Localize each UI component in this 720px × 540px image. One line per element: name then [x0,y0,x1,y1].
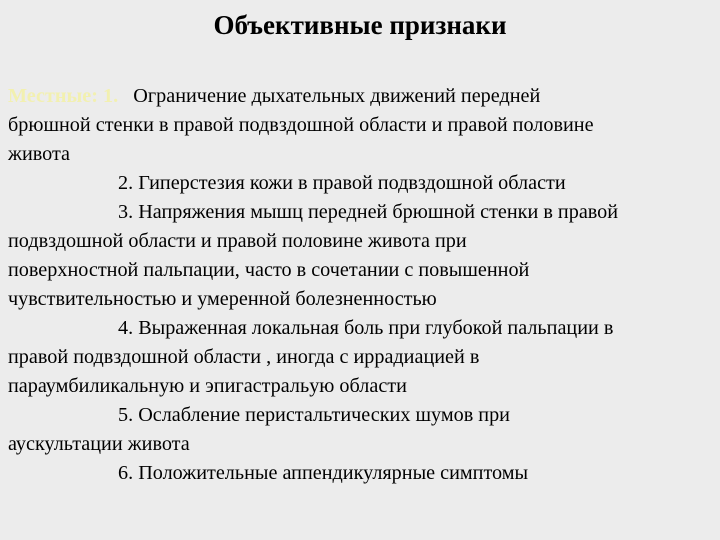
body-line-4: 2. Гиперстезия кожи в правой подвздошной области [118,172,566,194]
body-line-3: живота [8,143,71,165]
body-line-11: параумбиликальную и эпигастральую области [8,375,407,397]
slide-title: Объективные признаки [213,10,507,40]
body-line-9: 4. Выраженная локальная боль при глубокой пальпации в [118,317,614,339]
body-line-13: аускультации живота [8,433,190,455]
body-line-6: подвздошной области и правой половине живота при [8,230,467,252]
faint-label: Местные: 1. [8,85,119,107]
body-line-7: поверхностной пальпации, часто в сочетании с повышенной [8,259,530,281]
body-line-1 [8,82,714,111]
body-line-text: Ограничение дыхательных движений передней [133,85,541,107]
body-line-14: 6. Положительные аппендикулярные симптомы [118,462,529,484]
body-line-10: правой подвздошной области , иногда с иррадиацией в [8,346,480,368]
body-line-2: брюшной стенки в правой подвздошной области и правой половине [8,114,594,136]
body-line-12: 5. Ослабление перистальтических шумов при [118,404,510,426]
slide-body [8,82,714,488]
body-line-5: 3. Напряжения мышц передней брюшной стенки в правой [118,201,619,223]
body-line-8: чувствительностью и умеренной болезненностью [8,288,437,310]
